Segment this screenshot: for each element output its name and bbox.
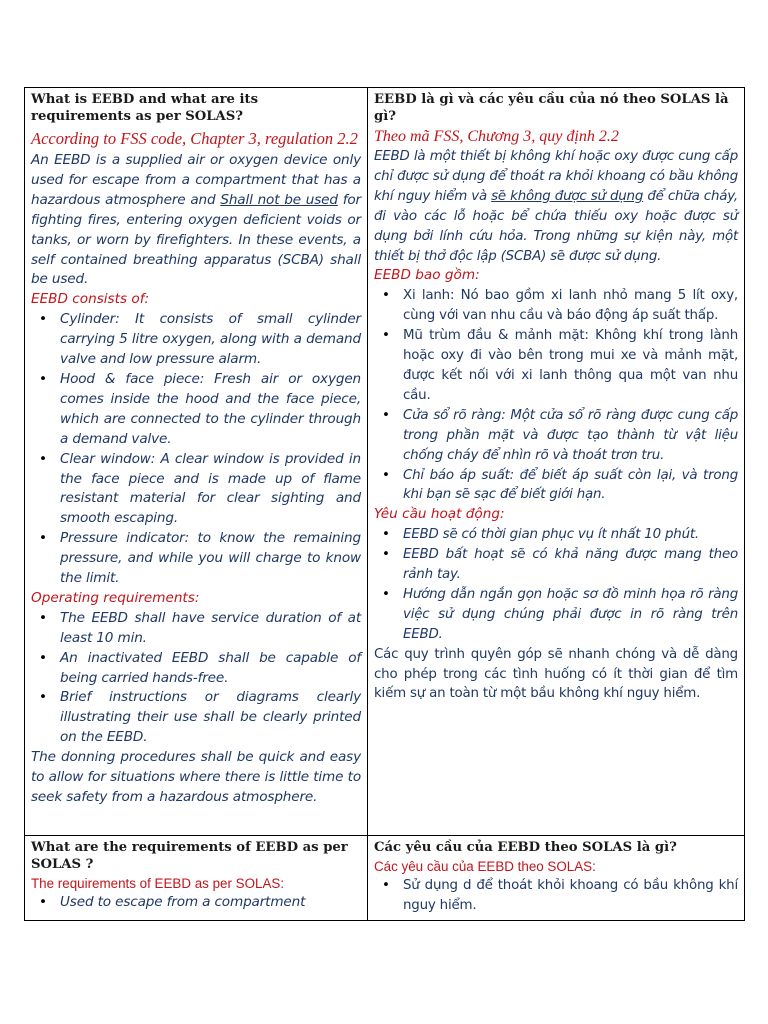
list-item: • Used to escape from a compartment: [31, 893, 361, 913]
question-heading: Các yêu cầu của EEBD theo SOLAS là gì?: [374, 840, 677, 855]
consists-list: [31, 310, 361, 589]
shall-not-be-used-text: Shall not be used: [220, 191, 338, 208]
question-heading: What is EEBD and what are its requirements as per SOLAS?: [31, 92, 259, 124]
requirements-subheading: The requirements of EEBD as per SOLAS:: [31, 876, 285, 891]
list-item: • Hướng dẫn ngắn gọn hoặc sơ đồ minh họa rõ ràng việc sử dụng chúng phải được in rõ ràng trên EEBD.: [374, 585, 738, 645]
requirements-list: [31, 893, 361, 913]
reference-text: According to FSS code, Chapter 3, regulation 2.2: [31, 129, 358, 148]
vietnamese-cell: [368, 836, 745, 921]
list-item: • Cylinder: It consists of small cylinder carrying 5 litre oxygen, along with a demand valve and low pressure alarm.: [31, 310, 361, 370]
table-row: [25, 836, 745, 921]
requirements-subheading: Các yêu cầu của EEBD theo SOLAS:: [374, 859, 596, 874]
vietnamese-cell: [368, 88, 745, 836]
operating-heading: Operating requirements:: [31, 589, 200, 606]
list-item: • Pressure indicator: to know the remaining pressure, and while you will charge to know the limit.: [31, 529, 361, 589]
se-khong-duoc-su-dung-text: sẽ không được sử dụng: [491, 188, 644, 204]
list-item: • Xi lanh: Nó bao gồm xi lanh nhỏ mang 5 lít oxy, cùng với van nhu cầu và báo động áp suất thấp.: [374, 286, 738, 326]
intro-paragraph: EEBD là một thiết bị không khí hoặc oxy được cung cấp chỉ được sử dụng để thoát ra khỏi khoang có bầu không khí nguy hiểm và sẽ không được sử dụng để chữa cháy, đi vào các lỗ hoặc bể chứa thiếu oxy hoặc được sử dụng bởi lính cứu hỏa. Trong những sự kiện này, một thiết bị thở độc lập (SCBA) sẽ được sử dụng.: [374, 149, 738, 264]
operating-list: [374, 525, 738, 644]
list-item: • Sử dụng d để thoát khỏi khoang có bầu không khí nguy hiểm.: [374, 876, 738, 916]
operating-list: [31, 609, 361, 748]
question-heading: EEBD là gì và các yêu cầu của nó theo SOLAS là gì?: [374, 92, 729, 124]
consists-heading: EEBD bao gồm:: [374, 267, 480, 284]
table-row: [25, 88, 745, 836]
list-item: • EEBD sẽ có thời gian phục vụ ít nhất 10 phút.: [374, 525, 738, 545]
consists-list: [374, 286, 738, 505]
closing-paragraph: The donning procedures shall be quick and easy to allow for situations where there is little time to seek safety from a hazardous atmosphere.: [31, 749, 361, 805]
consists-heading: EEBD consists of:: [31, 291, 150, 308]
reference-text: Theo mã FSS, Chương 3, quy định 2.2: [374, 128, 619, 145]
closing-paragraph: Các quy trình quyên góp sẽ nhanh chóng và dễ dàng cho phép trong các tình huống có ít thời gian để tìm kiếm sự an toàn từ một bầu không khí nguy hiểm.: [374, 646, 738, 702]
operating-heading: Yêu cầu hoạt động:: [374, 506, 505, 523]
list-item: • Clear window: A clear window is provided in the face piece and is made up of flame resistant material for clear sighting and smooth escaping.: [31, 450, 361, 530]
english-cell: [25, 836, 368, 921]
bilingual-table: [24, 87, 745, 921]
list-item: • EEBD bất hoạt sẽ có khả năng được mang theo rảnh tay.: [374, 545, 738, 585]
intro-paragraph: An EEBD is a supplied air or oxygen device only used for escape from a compartment that has a hazardous atmosphere and Shall not be used for fighting fires, entering oxygen deficient voids or tanks, or worn by firefighters. In these events, a self contained breathing apparatus (SCBA) shall be used.: [31, 152, 361, 288]
list-item: • Cửa sổ rõ ràng: Một cửa sổ rõ ràng được cung cấp trong phần mặt và được tạo thành từ vật liệu chống cháy để nhìn rõ và thoát trơn tru.: [374, 406, 738, 466]
list-item: • Brief instructions or diagrams clearly illustrating their use shall be clearly printed on the EEBD.: [31, 688, 361, 748]
list-item: • Mũ trùm đầu & mảnh mặt: Không khí trong lành hoặc oxy đi vào bên trong mui xe và mảnh mặt, được kết nối với xi lanh thông qua một van nhu cầu.: [374, 326, 738, 406]
question-heading: What are the requirements of EEBD as per SOLAS ?: [31, 840, 348, 872]
list-item: • Hood & face piece: Fresh air or oxygen comes inside the hood and the face piece, which are connected to the cylinder through a demand valve.: [31, 370, 361, 450]
list-item: • Chỉ báo áp suất: để biết áp suất còn lại, và trong khi bạn sẽ sạc để biết giới hạn.: [374, 466, 738, 506]
list-item: • An inactivated EEBD shall be capable of being carried hands-free.: [31, 649, 361, 689]
english-cell: [25, 88, 368, 836]
requirements-list: [374, 876, 738, 916]
list-item: • The EEBD shall have service duration of at least 10 min.: [31, 609, 361, 649]
